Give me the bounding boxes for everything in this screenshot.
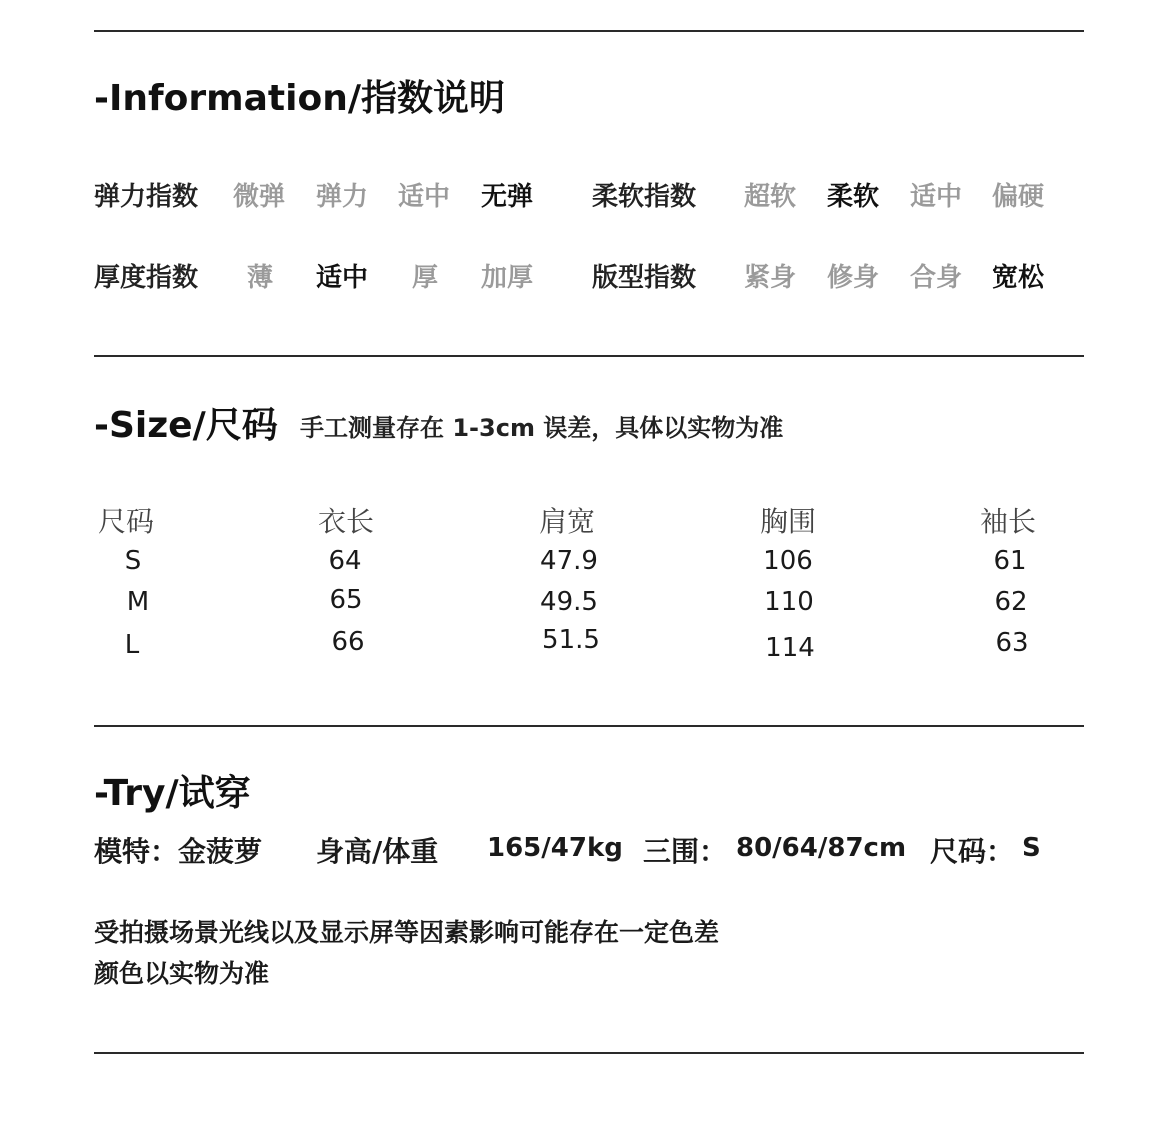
size-header-size: 尺码 [97, 505, 155, 538]
softness-option: 偏硬 [992, 182, 1045, 212]
elasticity-label: 弹力指数 [94, 182, 199, 212]
model-size-label: 尺码： [930, 835, 1015, 868]
divider-top [94, 30, 1084, 32]
divider-bottom [94, 1052, 1084, 1054]
elasticity-option: 微弹 [233, 182, 286, 212]
table-cell: S [124, 546, 142, 576]
softness-option: 适中 [910, 182, 963, 212]
table-cell: 51.5 [542, 625, 600, 655]
model-name: 模特：金菠萝 [94, 835, 263, 868]
table-cell: L [124, 630, 140, 660]
table-cell: 49.5 [540, 587, 598, 617]
fit-label: 版型指数 [592, 263, 697, 293]
size-note: 手工测量存在 1-3cm 误差，具体以实物为准 [300, 414, 784, 442]
model-size-value: S [1022, 833, 1041, 863]
softness-option: 柔软 [827, 182, 880, 212]
height-weight-value: 165/47kg [487, 833, 623, 863]
measurements-value: 80/64/87cm [736, 833, 907, 863]
fit-option: 合身 [910, 263, 963, 293]
thickness-option: 适中 [316, 263, 369, 293]
fit-option: 紧身 [744, 263, 797, 293]
fit-option: 修身 [827, 263, 880, 293]
thickness-option: 薄 [247, 263, 274, 293]
table-cell: 110 [764, 587, 814, 617]
divider-info-size [94, 355, 1084, 357]
thickness-label: 厚度指数 [94, 263, 199, 293]
elasticity-option: 弹力 [316, 182, 369, 212]
table-cell: 64 [328, 546, 362, 576]
thickness-option: 加厚 [481, 263, 534, 293]
table-cell: 63 [995, 628, 1029, 658]
table-cell: 47.9 [540, 546, 598, 576]
softness-option: 超软 [744, 182, 797, 212]
table-cell: 66 [331, 627, 365, 657]
size-header-length: 衣长 [317, 505, 375, 538]
table-cell: M [126, 587, 150, 617]
table-cell: 62 [994, 587, 1028, 617]
fit-option: 宽松 [992, 263, 1045, 293]
information-title: -Information/指数说明 [94, 78, 505, 119]
height-weight-label: 身高/体重 [316, 835, 439, 868]
table-cell: 114 [765, 633, 815, 663]
thickness-option: 厚 [412, 263, 439, 293]
size-header-sleeve: 袖长 [979, 505, 1037, 538]
elasticity-option: 无弹 [481, 182, 534, 212]
table-cell: 61 [993, 546, 1027, 576]
measurements-label: 三围： [643, 835, 728, 868]
color-note-line2: 颜色以实物为准 [94, 959, 270, 988]
size-header-shoulder: 肩宽 [538, 505, 596, 538]
color-note-line1: 受拍摄场景光线以及显示屏等因素影响可能存在一定色差 [94, 918, 720, 947]
size-title: -Size/尺码 [94, 405, 278, 446]
table-cell: 65 [329, 585, 363, 615]
table-cell: 106 [763, 546, 813, 576]
elasticity-option: 适中 [398, 182, 451, 212]
try-title: -Try/试穿 [94, 773, 251, 814]
softness-label: 柔软指数 [592, 182, 697, 212]
size-header-chest: 胸围 [759, 505, 817, 538]
divider-size-try [94, 725, 1084, 727]
